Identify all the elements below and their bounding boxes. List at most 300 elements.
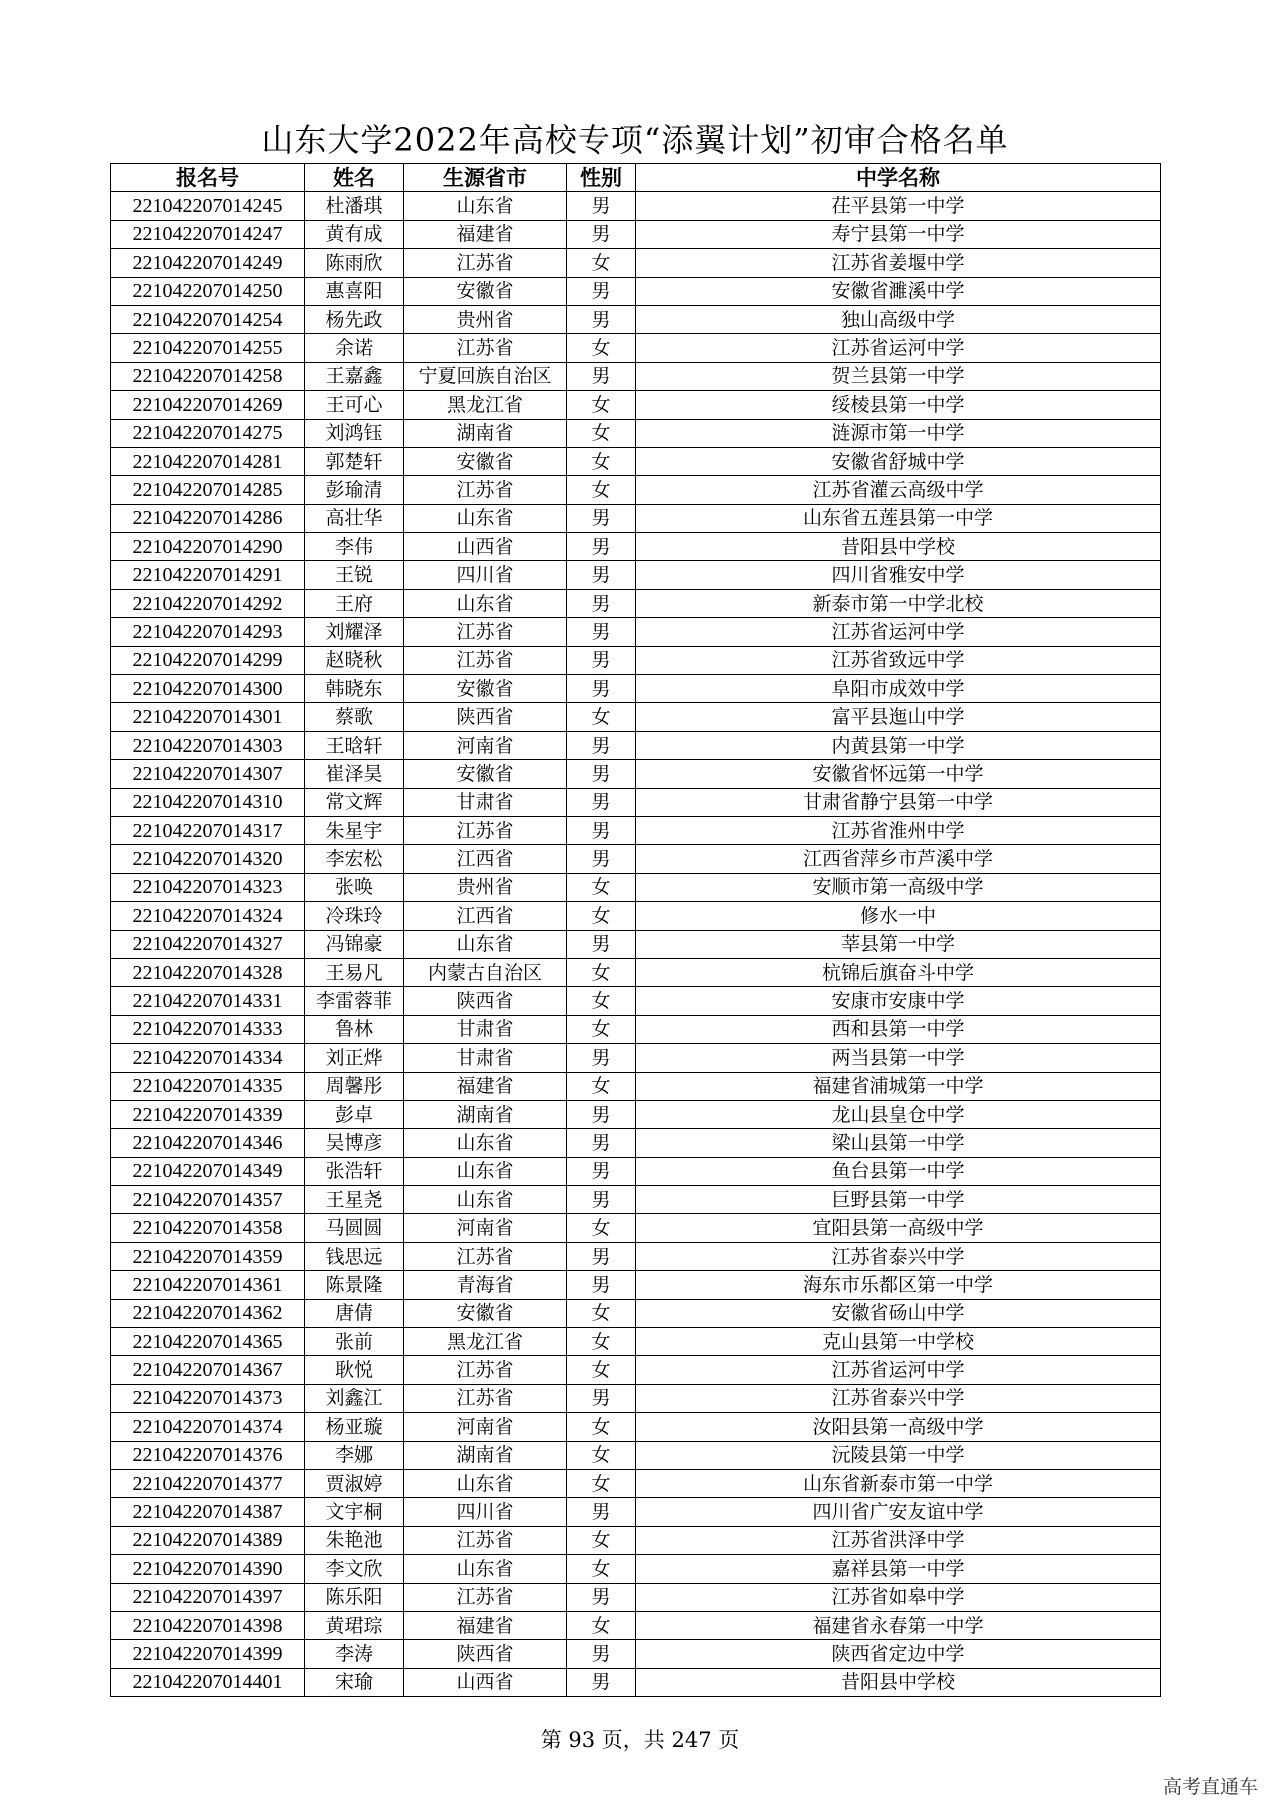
school-cell: 安康市安康中学 — [636, 987, 1161, 1015]
registration-number-cell: 221042207014328 — [111, 958, 305, 986]
gender-cell: 男 — [567, 1668, 636, 1696]
school-cell: 江苏省如皋中学 — [636, 1583, 1161, 1611]
registration-number-cell: 221042207014339 — [111, 1100, 305, 1128]
name-cell: 彭卓 — [305, 1100, 404, 1128]
gender-cell: 女 — [567, 419, 636, 447]
province-cell: 安徽省 — [404, 277, 567, 305]
table-row — [111, 277, 1161, 305]
province-cell: 山东省 — [404, 930, 567, 958]
table-row — [111, 419, 1161, 447]
name-cell: 耿悦 — [305, 1356, 404, 1384]
table-row — [111, 334, 1161, 362]
province-cell: 江西省 — [404, 902, 567, 930]
gender-cell: 男 — [567, 1242, 636, 1270]
registration-number-cell: 221042207014361 — [111, 1271, 305, 1299]
province-cell: 河南省 — [404, 1214, 567, 1242]
registration-number-cell: 221042207014323 — [111, 873, 305, 901]
table-row — [111, 788, 1161, 816]
registration-number-cell: 221042207014317 — [111, 816, 305, 844]
gender-cell: 女 — [567, 1356, 636, 1384]
table-row — [111, 845, 1161, 873]
province-cell: 甘肃省 — [404, 788, 567, 816]
province-cell: 山西省 — [404, 533, 567, 561]
registration-number-cell: 221042207014374 — [111, 1413, 305, 1441]
name-cell: 王易凡 — [305, 958, 404, 986]
name-cell: 钱思远 — [305, 1242, 404, 1270]
registration-number-cell: 221042207014376 — [111, 1441, 305, 1469]
school-cell: 内黄县第一中学 — [636, 731, 1161, 759]
school-cell: 克山县第一中学校 — [636, 1328, 1161, 1356]
school-cell: 江苏省运河中学 — [636, 1356, 1161, 1384]
gender-cell: 男 — [567, 1186, 636, 1214]
province-cell: 安徽省 — [404, 1299, 567, 1327]
registration-number-cell: 221042207014247 — [111, 220, 305, 248]
gender-cell: 女 — [567, 1015, 636, 1043]
school-cell: 修水一中 — [636, 902, 1161, 930]
school-cell: 昔阳县中学校 — [636, 533, 1161, 561]
registration-number-cell: 221042207014275 — [111, 419, 305, 447]
school-cell: 江苏省泰兴中学 — [636, 1384, 1161, 1412]
province-cell: 黑龙江省 — [404, 1328, 567, 1356]
gender-cell: 男 — [567, 760, 636, 788]
name-cell: 黄珺琮 — [305, 1611, 404, 1639]
registration-number-cell: 221042207014365 — [111, 1328, 305, 1356]
school-cell: 巨野县第一中学 — [636, 1186, 1161, 1214]
table-header-row — [111, 164, 1161, 192]
gender-cell: 男 — [567, 277, 636, 305]
column-header-registration-number: 报名号 — [111, 164, 305, 192]
school-cell: 四川省广安友谊中学 — [636, 1498, 1161, 1526]
school-cell: 安徽省砀山中学 — [636, 1299, 1161, 1327]
table-row — [111, 1611, 1161, 1639]
school-cell: 福建省浦城第一中学 — [636, 1072, 1161, 1100]
table-row — [111, 703, 1161, 731]
registration-number-cell: 221042207014367 — [111, 1356, 305, 1384]
table-row — [111, 1555, 1161, 1583]
name-cell: 陈乐阳 — [305, 1583, 404, 1611]
name-cell: 朱星宇 — [305, 816, 404, 844]
school-cell: 茌平县第一中学 — [636, 192, 1161, 220]
gender-cell: 男 — [567, 646, 636, 674]
table-row — [111, 1384, 1161, 1412]
name-cell: 余诺 — [305, 334, 404, 362]
registration-number-cell: 221042207014292 — [111, 589, 305, 617]
school-cell: 山东省新泰市第一中学 — [636, 1469, 1161, 1497]
table-row — [111, 1072, 1161, 1100]
name-cell: 杨亚璇 — [305, 1413, 404, 1441]
registration-number-cell: 221042207014389 — [111, 1526, 305, 1554]
province-cell: 黑龙江省 — [404, 391, 567, 419]
registration-number-cell: 221042207014320 — [111, 845, 305, 873]
province-cell: 江苏省 — [404, 618, 567, 646]
page-title: 山东大学2022年高校专项“添翼计划”初审合格名单 — [261, 121, 1009, 159]
gender-cell: 男 — [567, 930, 636, 958]
table-row — [111, 1157, 1161, 1185]
name-cell: 陈雨欣 — [305, 249, 404, 277]
gender-cell: 女 — [567, 703, 636, 731]
school-cell: 独山高级中学 — [636, 305, 1161, 333]
table-row — [111, 249, 1161, 277]
table-row — [111, 192, 1161, 220]
province-cell: 山东省 — [404, 504, 567, 532]
gender-cell: 女 — [567, 1441, 636, 1469]
table-row — [111, 873, 1161, 901]
gender-cell: 女 — [567, 1555, 636, 1583]
table-row — [111, 1469, 1161, 1497]
registration-number-cell: 221042207014387 — [111, 1498, 305, 1526]
name-cell: 李涛 — [305, 1640, 404, 1668]
province-cell: 山东省 — [404, 589, 567, 617]
registration-number-cell: 221042207014401 — [111, 1668, 305, 1696]
registration-number-cell: 221042207014245 — [111, 192, 305, 220]
province-cell: 山东省 — [404, 1186, 567, 1214]
registration-number-cell: 221042207014377 — [111, 1469, 305, 1497]
school-cell: 江西省萍乡市芦溪中学 — [636, 845, 1161, 873]
province-cell: 江西省 — [404, 845, 567, 873]
registration-number-cell: 221042207014349 — [111, 1157, 305, 1185]
table-row — [111, 561, 1161, 589]
table-row — [111, 1668, 1161, 1696]
table-row — [111, 391, 1161, 419]
registration-number-cell: 221042207014254 — [111, 305, 305, 333]
province-cell: 安徽省 — [404, 760, 567, 788]
registration-number-cell: 221042207014286 — [111, 504, 305, 532]
province-cell: 山东省 — [404, 1555, 567, 1583]
school-cell: 莘县第一中学 — [636, 930, 1161, 958]
watermark: 高考直通车 — [1162, 1776, 1258, 1798]
school-cell: 宜阳县第一高级中学 — [636, 1214, 1161, 1242]
table-row — [111, 1186, 1161, 1214]
table-row — [111, 1356, 1161, 1384]
registration-number-cell: 221042207014327 — [111, 930, 305, 958]
registration-number-cell: 221042207014331 — [111, 987, 305, 1015]
province-cell: 江苏省 — [404, 1526, 567, 1554]
school-cell: 鱼台县第一中学 — [636, 1157, 1161, 1185]
school-cell: 江苏省泰兴中学 — [636, 1242, 1161, 1270]
gender-cell: 女 — [567, 447, 636, 475]
school-cell: 安顺市第一高级中学 — [636, 873, 1161, 901]
school-cell: 安徽省濉溪中学 — [636, 277, 1161, 305]
name-cell: 冷珠玲 — [305, 902, 404, 930]
gender-cell: 男 — [567, 1100, 636, 1128]
province-cell: 山东省 — [404, 1157, 567, 1185]
gender-cell: 女 — [567, 249, 636, 277]
gender-cell: 女 — [567, 1072, 636, 1100]
page-number: 第 93 页，共 247 页 — [540, 1728, 740, 1752]
name-cell: 张前 — [305, 1328, 404, 1356]
table-row — [111, 902, 1161, 930]
school-cell: 陕西省定边中学 — [636, 1640, 1161, 1668]
school-cell: 江苏省淮州中学 — [636, 816, 1161, 844]
name-cell: 宋瑜 — [305, 1668, 404, 1696]
registration-number-cell: 221042207014307 — [111, 760, 305, 788]
registration-number-cell: 221042207014258 — [111, 362, 305, 390]
name-cell: 彭瑜清 — [305, 476, 404, 504]
table-row — [111, 305, 1161, 333]
province-cell: 江苏省 — [404, 476, 567, 504]
registration-number-cell: 221042207014357 — [111, 1186, 305, 1214]
name-cell: 韩晓东 — [305, 675, 404, 703]
gender-cell: 男 — [567, 845, 636, 873]
table-row — [111, 1100, 1161, 1128]
registration-number-cell: 221042207014335 — [111, 1072, 305, 1100]
name-cell: 陈景隆 — [305, 1271, 404, 1299]
table-row — [111, 1526, 1161, 1554]
name-cell: 黄有成 — [305, 220, 404, 248]
province-cell: 江苏省 — [404, 1356, 567, 1384]
table-row — [111, 504, 1161, 532]
gender-cell: 男 — [567, 1129, 636, 1157]
name-cell: 朱艳池 — [305, 1526, 404, 1554]
gender-cell: 男 — [567, 533, 636, 561]
school-cell: 寿宁县第一中学 — [636, 220, 1161, 248]
gender-cell: 女 — [567, 1214, 636, 1242]
province-cell: 山东省 — [404, 1469, 567, 1497]
province-cell: 湖南省 — [404, 419, 567, 447]
gender-cell: 男 — [567, 305, 636, 333]
school-cell: 安徽省舒城中学 — [636, 447, 1161, 475]
table-row — [111, 1214, 1161, 1242]
name-cell: 李宏松 — [305, 845, 404, 873]
gender-cell: 男 — [567, 220, 636, 248]
name-cell: 李娜 — [305, 1441, 404, 1469]
table-row — [111, 958, 1161, 986]
province-cell: 江苏省 — [404, 1242, 567, 1270]
registration-number-cell: 221042207014290 — [111, 533, 305, 561]
registration-number-cell: 221042207014293 — [111, 618, 305, 646]
registration-number-cell: 221042207014397 — [111, 1583, 305, 1611]
table-row — [111, 1441, 1161, 1469]
table-row — [111, 816, 1161, 844]
school-cell: 汝阳县第一高级中学 — [636, 1413, 1161, 1441]
province-cell: 青海省 — [404, 1271, 567, 1299]
registration-number-cell: 221042207014333 — [111, 1015, 305, 1043]
gender-cell: 女 — [567, 1328, 636, 1356]
table-row — [111, 476, 1161, 504]
table-row — [111, 1413, 1161, 1441]
name-cell: 李伟 — [305, 533, 404, 561]
name-cell: 王嘉鑫 — [305, 362, 404, 390]
province-cell: 山西省 — [404, 1668, 567, 1696]
school-cell: 西和县第一中学 — [636, 1015, 1161, 1043]
gender-cell: 女 — [567, 902, 636, 930]
gender-cell: 男 — [567, 675, 636, 703]
table-row — [111, 618, 1161, 646]
province-cell: 江苏省 — [404, 1384, 567, 1412]
table-row — [111, 533, 1161, 561]
province-cell: 福建省 — [404, 1611, 567, 1639]
registration-number-cell: 221042207014399 — [111, 1640, 305, 1668]
name-cell: 周馨彤 — [305, 1072, 404, 1100]
registration-number-cell: 221042207014300 — [111, 675, 305, 703]
province-cell: 河南省 — [404, 731, 567, 759]
name-cell: 高壮华 — [305, 504, 404, 532]
gender-cell: 男 — [567, 192, 636, 220]
gender-cell: 男 — [567, 1044, 636, 1072]
registration-number-cell: 221042207014358 — [111, 1214, 305, 1242]
table-row — [111, 1640, 1161, 1668]
school-cell: 福建省永春第一中学 — [636, 1611, 1161, 1639]
name-cell: 李雷蓉菲 — [305, 987, 404, 1015]
province-cell: 山东省 — [404, 192, 567, 220]
province-cell: 陕西省 — [404, 987, 567, 1015]
province-cell: 湖南省 — [404, 1100, 567, 1128]
province-cell: 江苏省 — [404, 1583, 567, 1611]
name-cell: 惠喜阳 — [305, 277, 404, 305]
gender-cell: 女 — [567, 476, 636, 504]
province-cell: 甘肃省 — [404, 1044, 567, 1072]
province-cell: 山东省 — [404, 1129, 567, 1157]
gender-cell: 男 — [567, 362, 636, 390]
province-cell: 四川省 — [404, 1498, 567, 1526]
name-cell: 刘鑫江 — [305, 1384, 404, 1412]
school-cell: 江苏省运河中学 — [636, 334, 1161, 362]
registration-number-cell: 221042207014269 — [111, 391, 305, 419]
registration-number-cell: 221042207014362 — [111, 1299, 305, 1327]
column-header-school: 中学名称 — [636, 164, 1161, 192]
name-cell: 常文辉 — [305, 788, 404, 816]
gender-cell: 女 — [567, 958, 636, 986]
table-row — [111, 447, 1161, 475]
province-cell: 福建省 — [404, 220, 567, 248]
name-cell: 王府 — [305, 589, 404, 617]
table-row — [111, 675, 1161, 703]
registration-number-cell: 221042207014334 — [111, 1044, 305, 1072]
table-row — [111, 1328, 1161, 1356]
name-cell: 吴博彦 — [305, 1129, 404, 1157]
gender-cell: 男 — [567, 731, 636, 759]
province-cell: 江苏省 — [404, 816, 567, 844]
school-cell: 两当县第一中学 — [636, 1044, 1161, 1072]
name-cell: 马圆圆 — [305, 1214, 404, 1242]
registration-number-cell: 221042207014310 — [111, 788, 305, 816]
gender-cell: 男 — [567, 1583, 636, 1611]
table-row — [111, 930, 1161, 958]
gender-cell: 男 — [567, 788, 636, 816]
school-cell: 沅陵县第一中学 — [636, 1441, 1161, 1469]
registration-number-cell: 221042207014291 — [111, 561, 305, 589]
gender-cell: 女 — [567, 873, 636, 901]
table-row — [111, 1271, 1161, 1299]
gender-cell: 女 — [567, 1299, 636, 1327]
school-cell: 梁山县第一中学 — [636, 1129, 1161, 1157]
gender-cell: 女 — [567, 1469, 636, 1497]
registration-number-cell: 221042207014249 — [111, 249, 305, 277]
school-cell: 安徽省怀远第一中学 — [636, 760, 1161, 788]
table-row — [111, 987, 1161, 1015]
roster-table — [110, 163, 1161, 1697]
gender-cell: 女 — [567, 1413, 636, 1441]
name-cell: 杜潘琪 — [305, 192, 404, 220]
table-row — [111, 760, 1161, 788]
name-cell: 王锐 — [305, 561, 404, 589]
school-cell: 富平县迤山中学 — [636, 703, 1161, 731]
table-row — [111, 1242, 1161, 1270]
name-cell: 刘正烨 — [305, 1044, 404, 1072]
province-cell: 贵州省 — [404, 305, 567, 333]
table-row — [111, 1015, 1161, 1043]
table-row — [111, 220, 1161, 248]
registration-number-cell: 221042207014303 — [111, 731, 305, 759]
registration-number-cell: 221042207014299 — [111, 646, 305, 674]
province-cell: 河南省 — [404, 1413, 567, 1441]
registration-number-cell: 221042207014281 — [111, 447, 305, 475]
registration-number-cell: 221042207014301 — [111, 703, 305, 731]
name-cell: 刘耀泽 — [305, 618, 404, 646]
gender-cell: 男 — [567, 816, 636, 844]
province-cell: 福建省 — [404, 1072, 567, 1100]
gender-cell: 男 — [567, 618, 636, 646]
province-cell: 江苏省 — [404, 646, 567, 674]
school-cell: 甘肃省静宁县第一中学 — [636, 788, 1161, 816]
gender-cell: 男 — [567, 561, 636, 589]
province-cell: 安徽省 — [404, 447, 567, 475]
name-cell: 张浩轩 — [305, 1157, 404, 1185]
gender-cell: 男 — [567, 1157, 636, 1185]
table-row — [111, 589, 1161, 617]
province-cell: 江苏省 — [404, 249, 567, 277]
gender-cell: 女 — [567, 1611, 636, 1639]
province-cell: 陕西省 — [404, 703, 567, 731]
name-cell: 赵晓秋 — [305, 646, 404, 674]
school-cell: 绥棱县第一中学 — [636, 391, 1161, 419]
province-cell: 湖南省 — [404, 1441, 567, 1469]
table-row — [111, 1044, 1161, 1072]
gender-cell: 男 — [567, 1271, 636, 1299]
table-row — [111, 1129, 1161, 1157]
name-cell: 鲁林 — [305, 1015, 404, 1043]
province-cell: 江苏省 — [404, 334, 567, 362]
gender-cell: 女 — [567, 987, 636, 1015]
school-cell: 龙山县皇仓中学 — [636, 1100, 1161, 1128]
name-cell: 冯锦豪 — [305, 930, 404, 958]
school-cell: 阜阳市成效中学 — [636, 675, 1161, 703]
name-cell: 文宇桐 — [305, 1498, 404, 1526]
registration-number-cell: 221042207014346 — [111, 1129, 305, 1157]
school-cell: 涟源市第一中学 — [636, 419, 1161, 447]
name-cell: 刘鸿钰 — [305, 419, 404, 447]
name-cell: 郭楚轩 — [305, 447, 404, 475]
school-cell: 山东省五莲县第一中学 — [636, 504, 1161, 532]
school-cell: 昔阳县中学校 — [636, 1668, 1161, 1696]
registration-number-cell: 221042207014373 — [111, 1384, 305, 1412]
column-header-name: 姓名 — [305, 164, 404, 192]
school-cell: 江苏省姜堰中学 — [636, 249, 1161, 277]
table-row — [111, 1583, 1161, 1611]
school-cell: 江苏省洪泽中学 — [636, 1526, 1161, 1554]
school-cell: 江苏省运河中学 — [636, 618, 1161, 646]
gender-cell: 女 — [567, 391, 636, 419]
school-cell: 江苏省灌云高级中学 — [636, 476, 1161, 504]
gender-cell: 男 — [567, 1498, 636, 1526]
table-row — [111, 1299, 1161, 1327]
school-cell: 江苏省致远中学 — [636, 646, 1161, 674]
school-cell: 海东市乐都区第一中学 — [636, 1271, 1161, 1299]
registration-number-cell: 221042207014255 — [111, 334, 305, 362]
gender-cell: 女 — [567, 1526, 636, 1554]
table-row — [111, 1498, 1161, 1526]
school-cell: 嘉祥县第一中学 — [636, 1555, 1161, 1583]
name-cell: 张唤 — [305, 873, 404, 901]
gender-cell: 男 — [567, 504, 636, 532]
province-cell: 陕西省 — [404, 1640, 567, 1668]
school-cell: 四川省雅安中学 — [636, 561, 1161, 589]
name-cell: 王星尧 — [305, 1186, 404, 1214]
gender-cell: 男 — [567, 1384, 636, 1412]
gender-cell: 女 — [567, 334, 636, 362]
school-cell: 新泰市第一中学北校 — [636, 589, 1161, 617]
registration-number-cell: 221042207014398 — [111, 1611, 305, 1639]
